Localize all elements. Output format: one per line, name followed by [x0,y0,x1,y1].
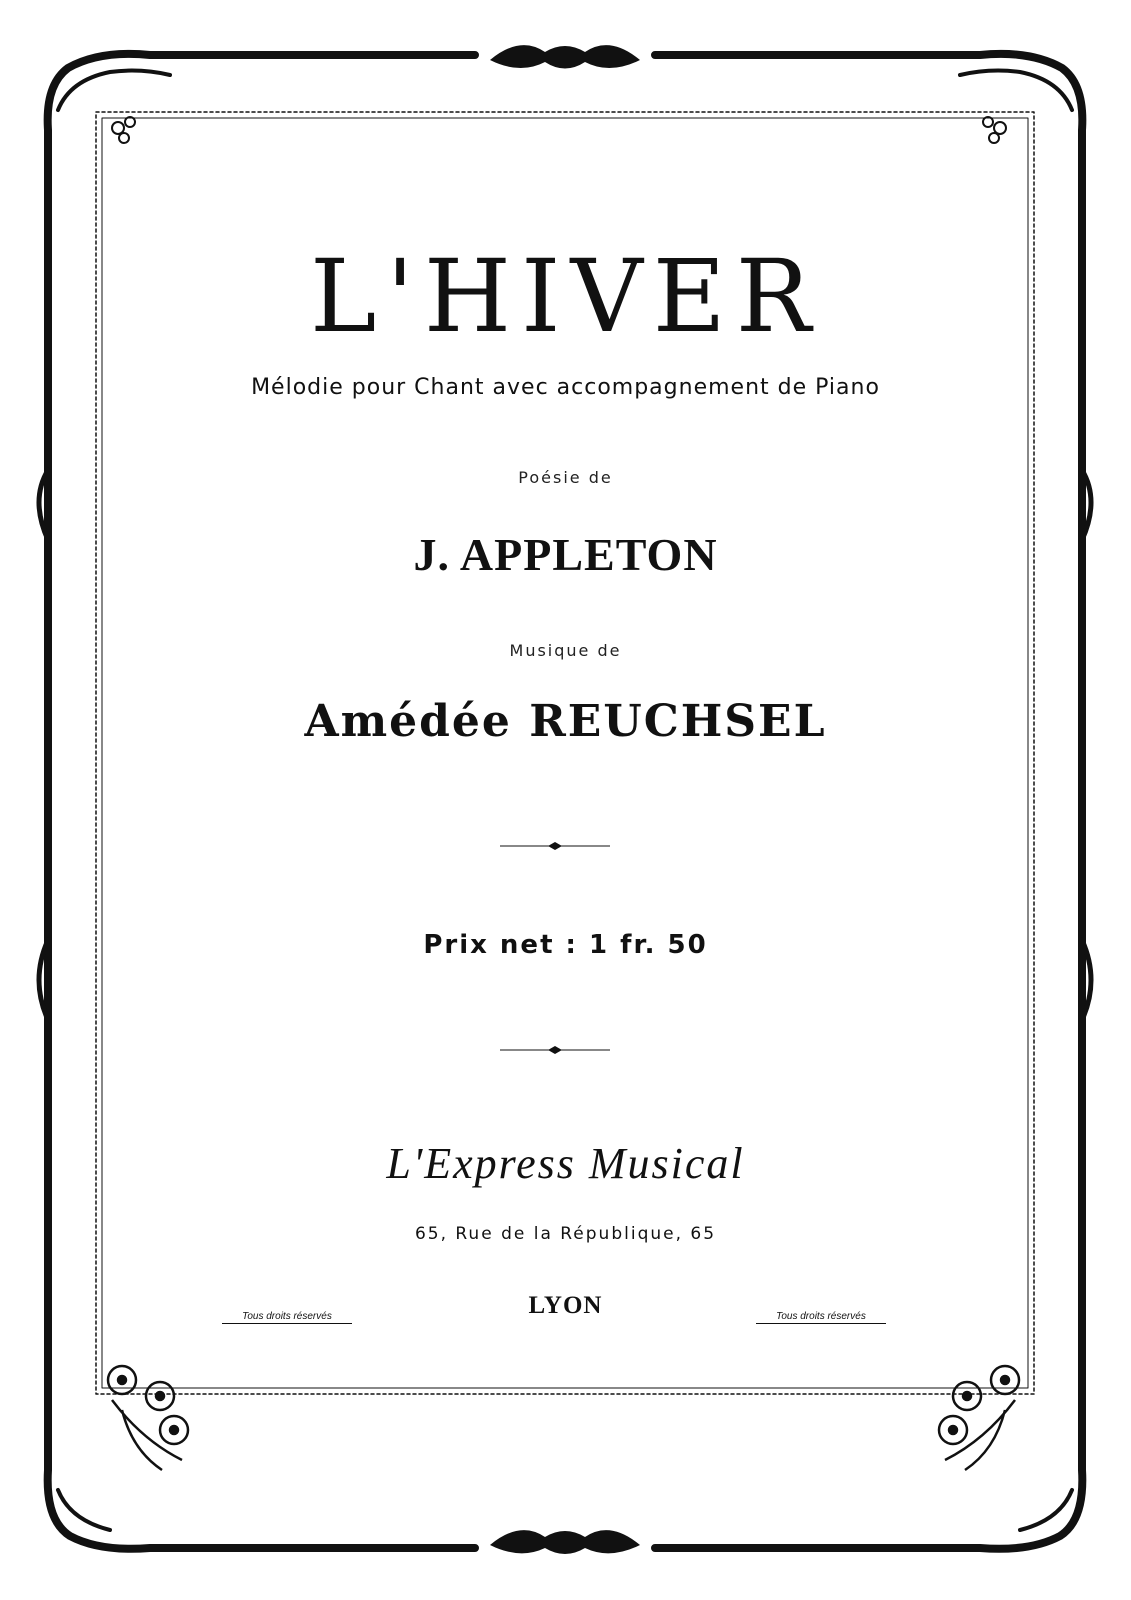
publisher-city: LYON [528,1292,603,1319]
corner-ornament-top-right [983,117,1006,143]
rights-notice-right: Tous droits réservés [756,1311,886,1324]
poet-name: J. APPLETON [413,529,718,580]
music-label: Musique de [509,641,622,660]
rights-notice-left: Tous droits réservés [222,1311,352,1324]
page-title: L'HIVER [309,238,822,355]
subtitle: Mélodie pour Chant avec accompagnement de Piano [251,375,880,400]
publisher-address: 65, Rue de la République, 65 [414,1224,717,1244]
price: Prix net : 1 fr. 50 [423,930,708,960]
composer-name: Amédée REUCHSEL [304,696,827,747]
poetry-label: Poésie de [518,468,613,487]
top-center-ornament [490,45,640,68]
corner-ornament-top-left [112,117,135,143]
bottom-center-ornament [490,1530,640,1554]
divider-ornament [500,840,610,852]
flower-ornament [108,1366,1019,1470]
publisher-name: L'Express Musical [386,1139,745,1188]
divider-ornament [500,1044,610,1056]
